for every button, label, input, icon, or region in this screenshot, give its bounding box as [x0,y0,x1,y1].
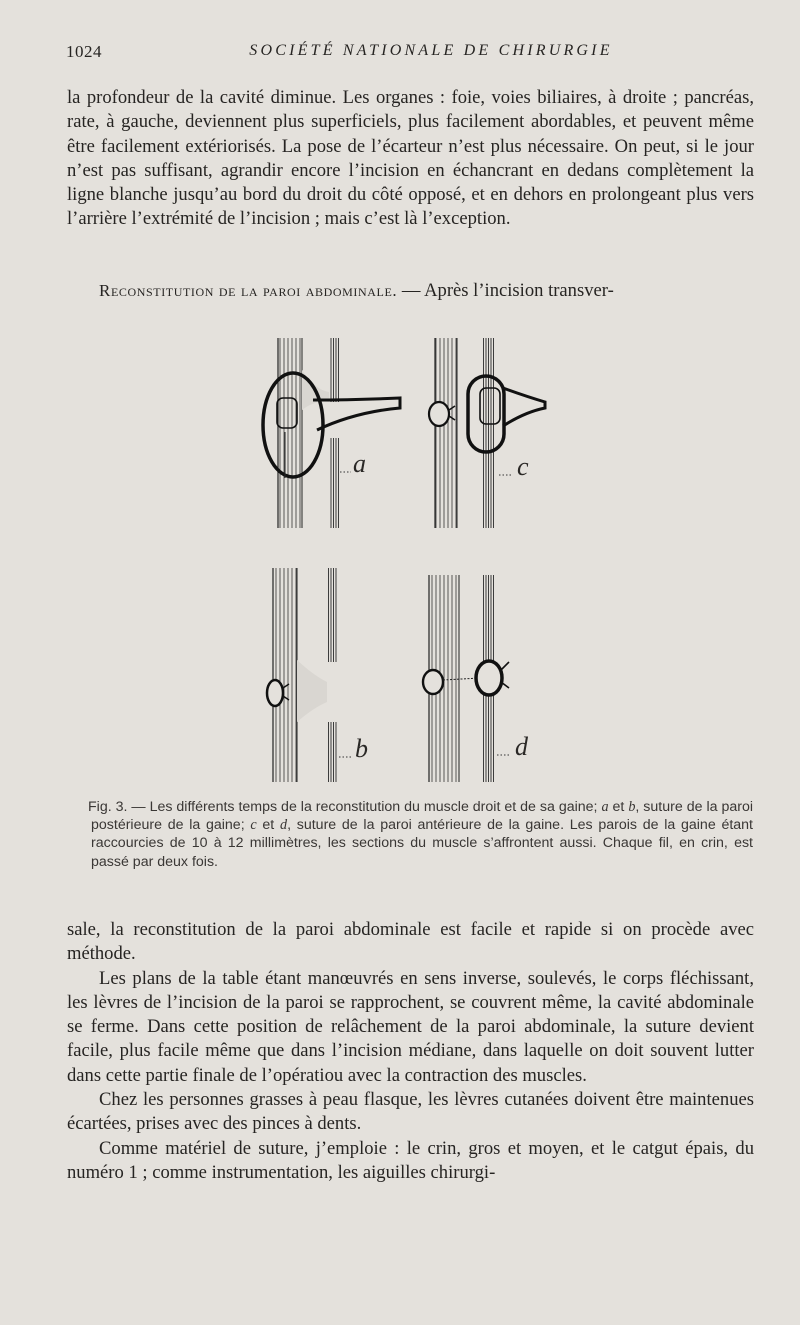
panel-label-b: b [355,734,368,763]
paragraph: Les plans de la table étant manœuvrés en sens inverse, soulevés, le corps fléchissant, les lèvres de l’incision de la paroi se rapprochent, se couvrent même, la cavité abdominale se ferme. Dans cette position de relâchement de la paroi abdominale, la suture devient facile, plus facile même que dans l’incision médiane, dans laquelle on doit souvent lutter dans cette partie finale de l’opératiou avec la contraction des muscles. [67,967,754,1086]
panel-label-c: c [517,452,529,481]
panel-b [267,568,368,782]
panel-c [429,338,545,528]
paragraph: sale, la reconstitution de la paroi abdominale est facile et rapide si on procède avec méthode. [67,919,754,965]
running-title: SOCIÉTÉ NATIONALE DE CHIRURGIE [249,42,613,59]
section-heading: Reconstitution de la paroi abdominale. [99,281,398,300]
paragraph: Comme matériel de suture, j’emploie : le crin, gros et moyen, et le catgut épais, du numéro 1 ; comme instrumentation, les aiguilles chirurgi- [67,1137,754,1183]
page-header [66,42,756,66]
paragraph: la profondeur de la cavité diminue. Les organes : foie, voies biliaires, à droite ; pancréas, rate, à gauche, deviennent plus superficiels, plus facilement abordables, et peuvent même être facilement extériorisés. La pose de l’écarteur n’est plus nécessaire. On peut, si le jour n’est pas suffisant, agrandir encore l’incision en échancrant en dedans complètement la ligne blanche jusqu’au bord du droit du côté opposé, et en dehors en prolongeant plus vers l’arrière l’extrémité de l’incision ; mais c’est là l’exception. [67,87,754,230]
caption-fig-label: Fig. 3. [88,799,128,815]
body-text-top [67,86,754,232]
figure-3-illustration [255,330,555,790]
panel-label-a: a [353,449,366,478]
figure-caption: Fig. 3. — Les différents temps de la reconstitution du muscle droit et de sa gaine; a et b, suture de la paroi postérieure de la gaine; c et d, suture de la paroi antérieure de la gaine. Les parois de la gaine étant raccourcies de 10 à 12 millimètres, les sections du muscle s’affrontent aussi. Chaque fil, en crin, est passé par deux fois. [88,799,753,870]
section-paragraph [67,279,754,303]
body-text-bottom [67,918,754,1185]
paragraph: Chez les personnes grasses à peau flasque, les lèvres cutanées doivent être maintenues écartées, prises avec des pinces à dents. [67,1089,754,1135]
page-number: 1024 [66,42,102,61]
panel-a [263,338,400,528]
panel-d [423,575,529,782]
section-text: — Après l’incision transver- [397,280,614,301]
panel-label-d: d [515,732,528,761]
